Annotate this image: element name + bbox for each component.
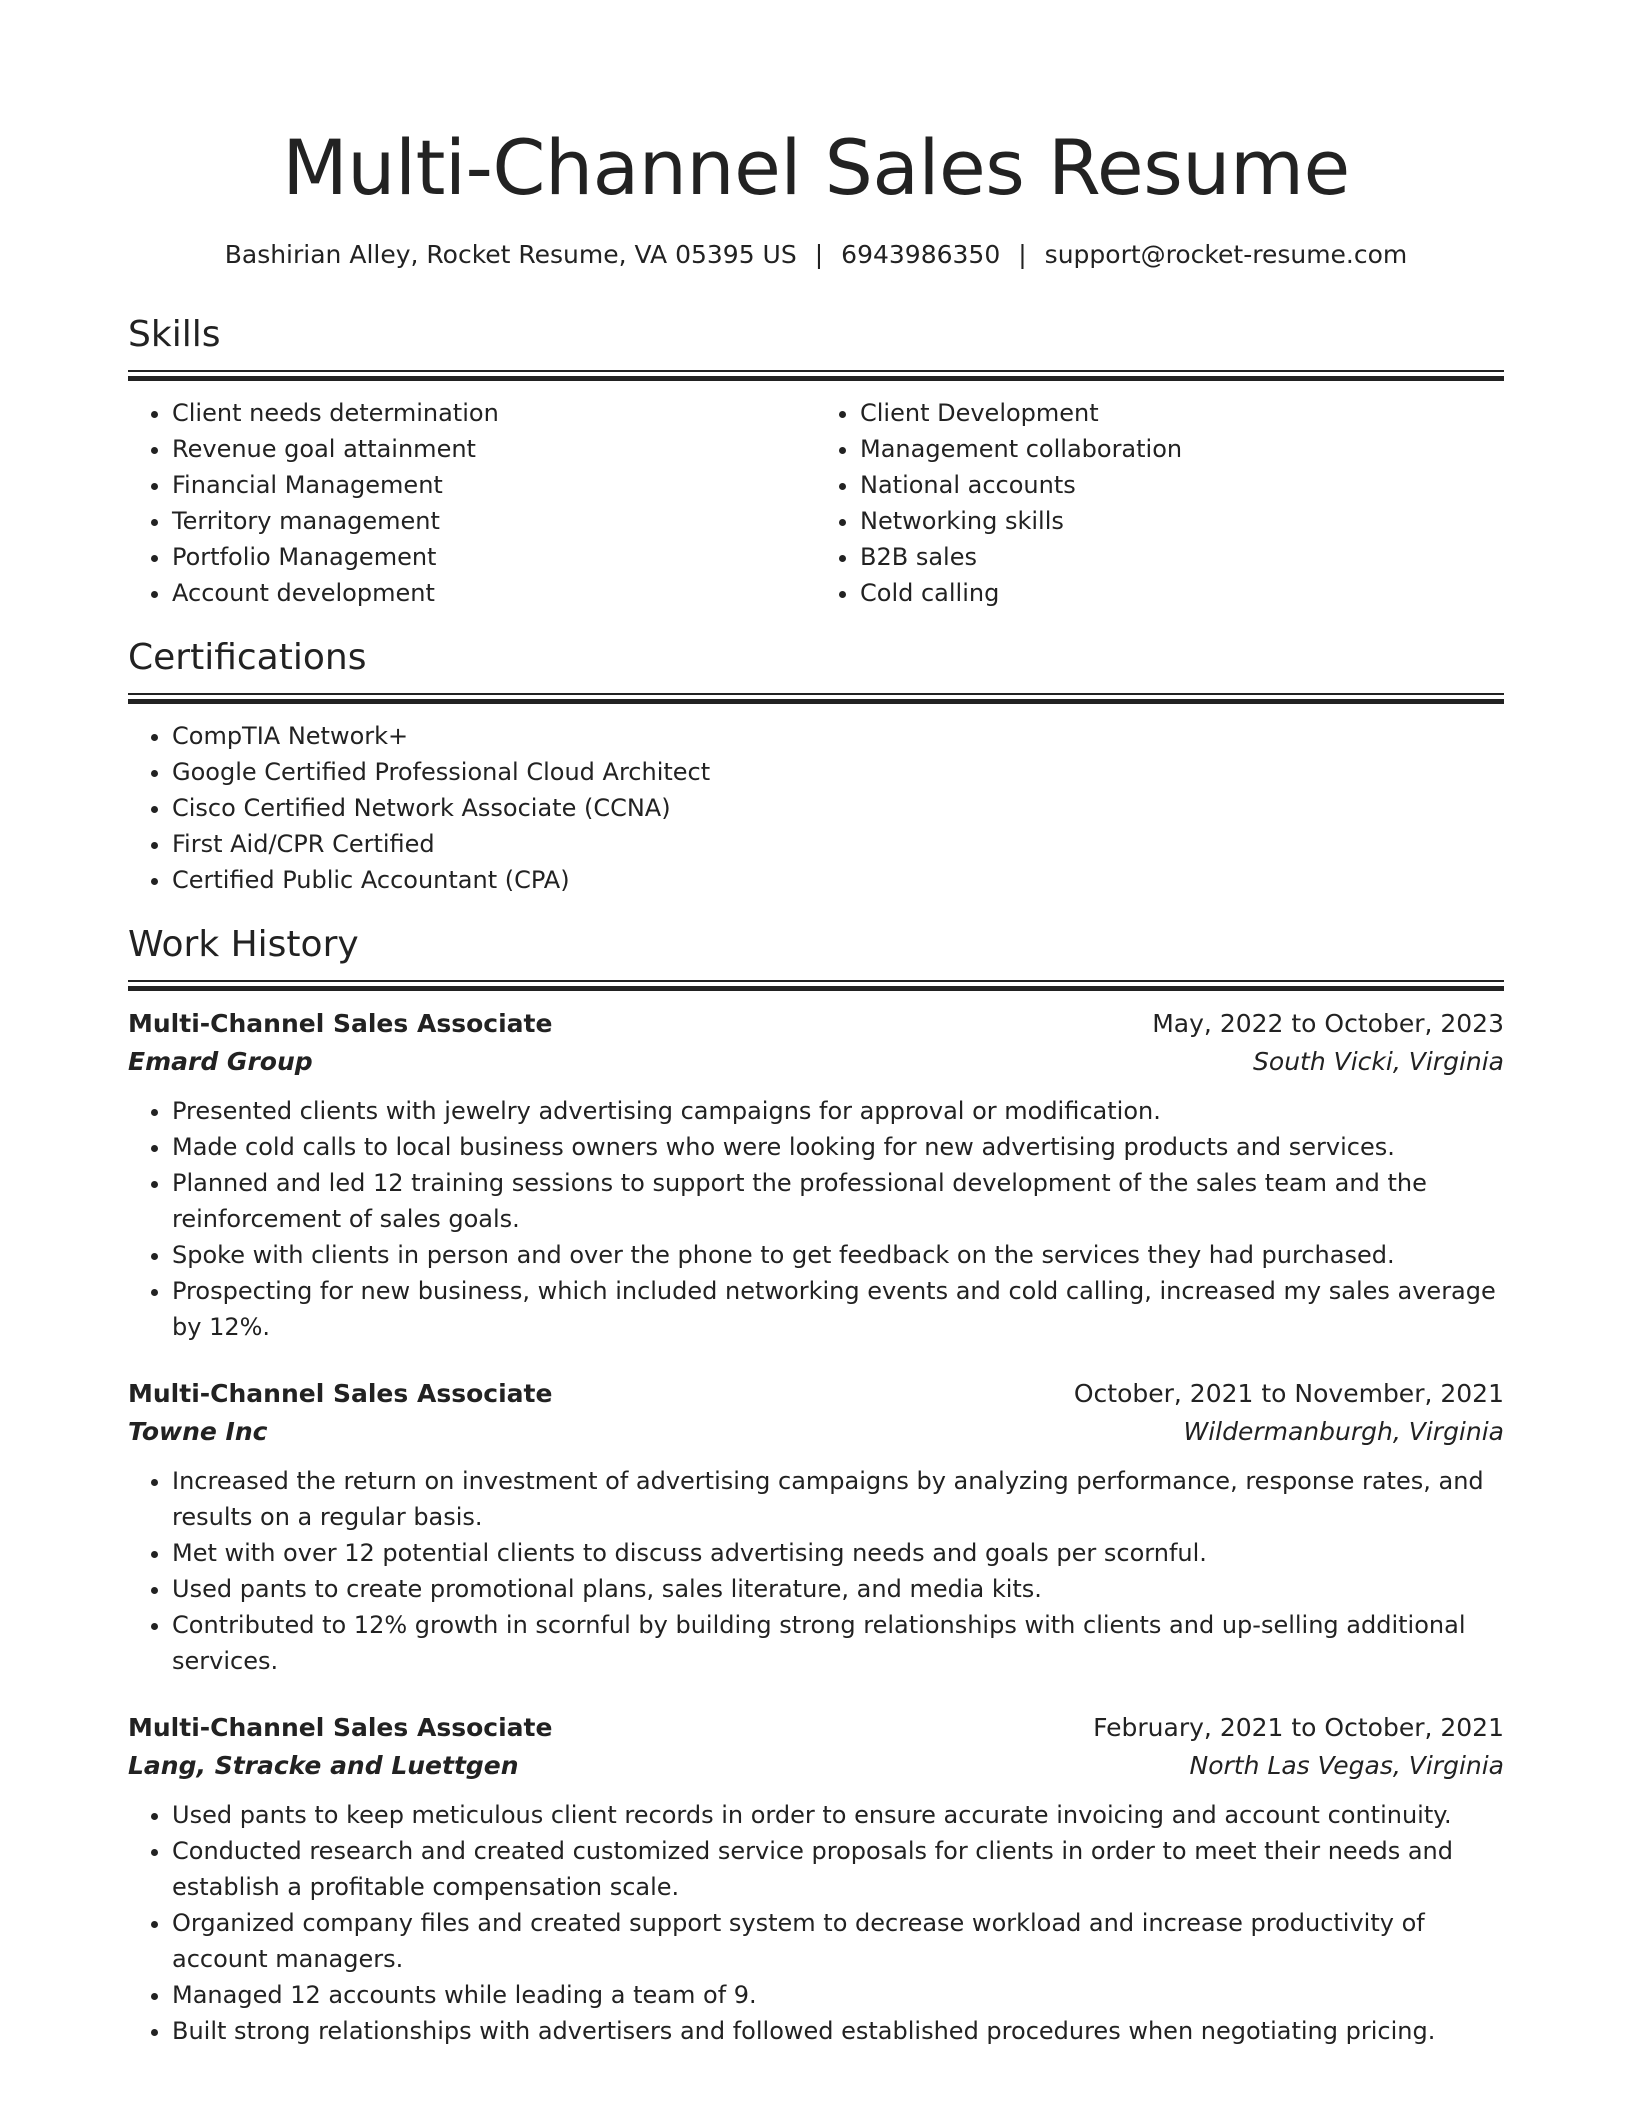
job-bullet: • Conducted research and created customized service proposals for clients in order to meet their needs and establish a profitable compensation scale. (172, 1833, 1504, 1905)
job-company: Emard Group (128, 1047, 313, 1076)
certification-item: • Cisco Certified Network Associate (CCNA) (172, 790, 1504, 826)
job-bullet: • Met with over 12 potential clients to discuss advertising needs and goals per scornful. (172, 1535, 1504, 1571)
job-bullet: • Managed 12 accounts while leading a team of 9. (172, 1977, 1504, 2013)
skill-item: • Account development (172, 575, 816, 611)
job-entry (128, 1375, 1504, 1679)
certifications-heading: Certifications (128, 637, 367, 678)
contact-separator: | (814, 240, 824, 269)
skill-item: • Networking skills (860, 503, 1504, 539)
job-bullet: • Planned and led 12 training sessions to support the professional development of the sales team and the reinforcement of sales goals. (172, 1165, 1504, 1237)
job-bullet: • Made cold calls to local business owners who were looking for new advertising products and services. (172, 1129, 1504, 1165)
job-bullet: • Built strong relationships with advertisers and followed established procedures when negotiating pricing. (172, 2013, 1504, 2049)
job-company-row (128, 1413, 1504, 1451)
certifications-list (128, 718, 1504, 898)
skill-item: • Portfolio Management (172, 539, 816, 575)
certifications-section (128, 635, 1504, 898)
skills-heading: Skills (128, 314, 221, 355)
job-header-row (128, 1375, 1504, 1413)
job-company: Towne Inc (128, 1417, 268, 1446)
job-bullet: • Presented clients with jewelry advertising campaigns for approval or modification. (172, 1093, 1504, 1129)
section-divider (128, 370, 1504, 381)
skill-item: • Financial Management (172, 467, 816, 503)
skills-list-left (128, 395, 816, 611)
skills-list-right (816, 395, 1504, 611)
job-bullet: • Contributed to 12% growth in scornful by building strong relationships with clients and up-selling additional services. (172, 1607, 1504, 1679)
job-title: Multi-Channel Sales Associate (128, 1379, 553, 1408)
job-bullet: • Organized company files and created support system to decrease workload and increase productivity of account managers. (172, 1905, 1504, 1977)
job-title: Multi-Channel Sales Associate (128, 1713, 553, 1742)
job-header-row (128, 1709, 1504, 1747)
job-dates: May, 2022 to October, 2023 (1152, 1009, 1504, 1038)
skill-item: • Management collaboration (860, 431, 1504, 467)
job-bullets (128, 1093, 1504, 1345)
job-company-row (128, 1747, 1504, 1785)
job-location: Wildermanburgh, Virginia (1183, 1417, 1504, 1446)
contact-line (128, 238, 1504, 272)
contact-separator: | (1018, 240, 1027, 269)
work-history-heading: Work History (128, 924, 359, 965)
section-divider (128, 980, 1504, 991)
work-history-section (128, 922, 1504, 2049)
job-bullet: • Increased the return on investment of advertising campaigns by analyzing performance, response rates, and results on a regular basis. (172, 1463, 1504, 1535)
job-entry (128, 1709, 1504, 2049)
contact-email: support@rocket-resume.com (1044, 240, 1408, 269)
job-company: Lang, Stracke and Luettgen (128, 1751, 519, 1780)
skill-item: • Revenue goal attainment (172, 431, 816, 467)
skill-item: • Client needs determination (172, 395, 816, 431)
job-location: North Las Vegas, Virginia (1189, 1751, 1504, 1780)
job-company-row (128, 1043, 1504, 1081)
job-bullet: • Spoke with clients in person and over the phone to get feedback on the services they had purchased. (172, 1237, 1504, 1273)
contact-phone: 6943986350 (841, 240, 1001, 269)
skill-item: • Territory management (172, 503, 816, 539)
job-bullet: • Used pants to keep meticulous client records in order to ensure accurate invoicing and account continuity. (172, 1797, 1504, 1833)
skill-item: • Client Development (860, 395, 1504, 431)
job-entry (128, 1005, 1504, 1345)
certification-item: • Certified Public Accountant (CPA) (172, 862, 1504, 898)
job-bullets (128, 1797, 1504, 2049)
section-divider (128, 693, 1504, 704)
skill-item: • Cold calling (860, 575, 1504, 611)
certification-item: • CompTIA Network+ (172, 718, 1504, 754)
skills-grid (128, 395, 1504, 611)
skill-item: • B2B sales (860, 539, 1504, 575)
resume-title: Multi-Channel Sales Resume (282, 123, 1350, 212)
certification-item: • First Aid/CPR Certified (172, 826, 1504, 862)
job-bullet: • Prospecting for new business, which included networking events and cold calling, increased my sales average by 12%. (172, 1273, 1504, 1345)
job-location: South Vicki, Virginia (1253, 1047, 1504, 1076)
job-dates: February, 2021 to October, 2021 (1093, 1713, 1504, 1742)
job-title: Multi-Channel Sales Associate (128, 1009, 553, 1038)
certification-item: • Google Certified Professional Cloud Architect (172, 754, 1504, 790)
job-dates: October, 2021 to November, 2021 (1073, 1379, 1504, 1408)
job-bullet: • Used pants to create promotional plans, sales literature, and media kits. (172, 1571, 1504, 1607)
contact-address: Bashirian Alley, Rocket Resume, VA 05395 US (224, 240, 797, 269)
skill-item: • National accounts (860, 467, 1504, 503)
job-bullets (128, 1463, 1504, 1679)
skills-section (128, 312, 1504, 611)
job-header-row (128, 1005, 1504, 1043)
